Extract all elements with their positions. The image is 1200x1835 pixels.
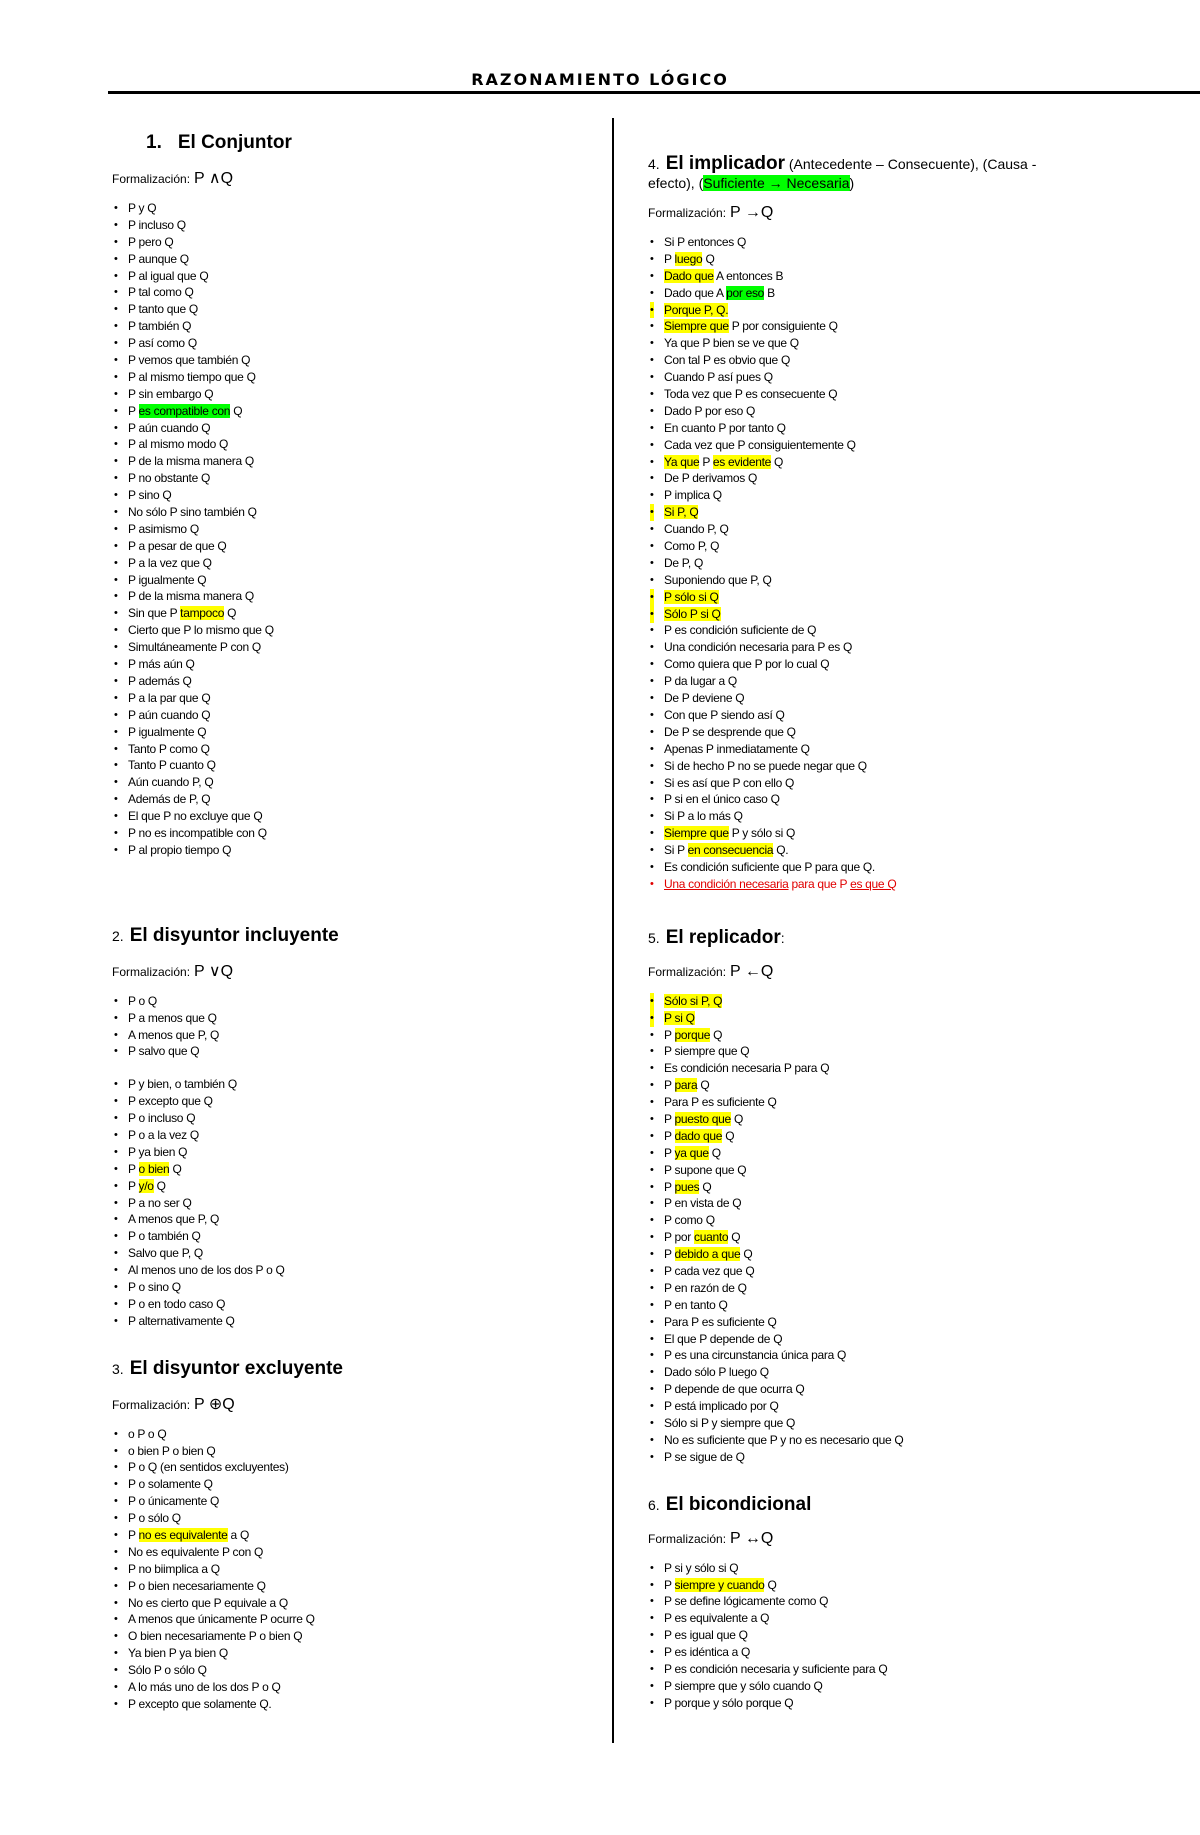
list-item: • P asimismo Q — [112, 521, 582, 538]
list-item: • Dado P por eso Q — [648, 403, 1118, 420]
highlighted-text: no es equivalente — [138, 1528, 228, 1542]
list-item: • P ya bien Q — [112, 1144, 582, 1161]
highlighted-text: Ya que — [664, 454, 700, 469]
list-item: • P además Q — [112, 673, 582, 690]
highlighted-text: es compatible con — [138, 403, 231, 418]
list-item — [648, 842, 1118, 859]
item-text: P — [128, 1161, 139, 1176]
highlighted-text: por eso — [726, 285, 765, 300]
list-item: • P excepto que Q — [112, 1093, 582, 1110]
list-item: • De P se desprende que Q — [648, 724, 1118, 741]
list-item: • P y bien, o también Q — [112, 1076, 582, 1093]
list-item: • P es igual que Q — [648, 1627, 1118, 1644]
list-item: • P o a la vez Q — [112, 1127, 582, 1144]
item-text: Q — [770, 454, 784, 469]
list-item: • O bien necesariamente P o bien Q — [112, 1628, 582, 1645]
list-item: • P a la par que Q — [112, 690, 582, 707]
list-item: • Al menos uno de los dos P o Q — [112, 1262, 582, 1279]
highlighted-text: debido a que — [674, 1247, 741, 1262]
item-text: Q — [702, 251, 715, 266]
list-item: • P vemos que también Q — [112, 352, 582, 369]
list-item — [648, 825, 1118, 842]
section-conjuntor — [112, 130, 582, 859]
list-item: • Además de P, Q — [112, 791, 582, 808]
list-item: • P es idéntica a Q — [648, 1644, 1118, 1661]
list-item: • P no obstante Q — [112, 470, 582, 487]
highlighted-text: para — [674, 1078, 698, 1093]
section-implicador — [648, 154, 1118, 893]
list-item: • Ya que P bien se ve que Q — [648, 335, 1118, 352]
section-heading: 2. El disyuntor incluyente — [112, 924, 339, 946]
title-rule — [108, 91, 1200, 94]
list-item: • Una condición necesaria para P es Q — [648, 639, 1118, 656]
list-item: • P al igual que Q — [112, 268, 582, 285]
item-text: Q — [740, 1247, 753, 1262]
highlighted-text: siempre y cuando — [674, 1577, 765, 1592]
list-item: • P o únicamente Q — [112, 1493, 582, 1510]
right-column — [648, 130, 1118, 1712]
formalization: Formalización: P ↔Q — [648, 1529, 774, 1547]
list-item: • Simultáneamente P con Q — [112, 639, 582, 656]
item-text: P por consiguiente Q — [728, 319, 838, 334]
disyuntor-incluyente-list-b — [112, 1076, 582, 1329]
page-title: RAZONAMIENTO LÓGICO — [471, 70, 729, 89]
item-text: P — [664, 1179, 675, 1194]
item-text: a Q — [227, 1528, 249, 1542]
list-item: • De P, Q — [648, 555, 1118, 572]
list-item: • P si y sólo si Q — [648, 1560, 1118, 1577]
list-item: • P sin embargo Q — [112, 386, 582, 403]
list-item: • P tanto que Q — [112, 301, 582, 318]
item-text: P y sólo si Q — [728, 826, 796, 841]
item-text: P — [699, 454, 713, 469]
list-item — [648, 876, 1118, 893]
list-item: • P aunque Q — [112, 251, 582, 268]
list-item — [648, 1077, 1118, 1094]
list-item: • P no biimplica a Q — [112, 1561, 582, 1578]
list-item: • P al propio tiempo Q — [112, 842, 582, 859]
item-text: P — [664, 1027, 675, 1042]
list-item: • P excepto que solamente Q. — [112, 1696, 582, 1713]
list-item: • De P deviene Q — [648, 690, 1118, 707]
highlighted-text: es evidente — [712, 454, 771, 469]
list-item: • P implica Q — [648, 487, 1118, 504]
highlighted-text: Sólo P si Q — [664, 606, 721, 621]
list-item: • Dado sólo P luego Q — [648, 1364, 1118, 1381]
list-item: • Es condición necesaria P para Q — [648, 1060, 1118, 1077]
highlighted-text: en consecuencia — [687, 843, 774, 858]
list-item: • P o en todo caso Q — [112, 1296, 582, 1313]
list-item: • P o también Q — [112, 1228, 582, 1245]
section-heading: 1. El Conjuntor — [146, 132, 292, 153]
list-item — [648, 251, 1118, 268]
replicador-list — [648, 993, 1118, 1466]
disyuntor-excluyente-list — [112, 1426, 582, 1713]
left-column — [112, 130, 582, 1713]
list-item: • El que P no excluye que Q — [112, 808, 582, 825]
list-item: • o bien P o bien Q — [112, 1443, 582, 1460]
list-item: • P es condición suficiente de Q — [648, 622, 1118, 639]
list-item: • Con que P siendo así Q — [648, 707, 1118, 724]
list-item: • P también Q — [112, 318, 582, 335]
highlighted-text: Sólo si P, Q — [664, 993, 723, 1008]
highlighted-text: puesto que — [674, 1111, 731, 1126]
list-item: • P así como Q — [112, 335, 582, 352]
list-item — [648, 454, 1118, 471]
highlighted-text: Dado que — [664, 268, 714, 283]
list-item: • P o solamente Q — [112, 1476, 582, 1493]
list-item: • P depende de que ocurra Q — [648, 1381, 1118, 1398]
section-replicador — [648, 925, 1118, 1466]
list-item: • P al mismo modo Q — [112, 436, 582, 453]
list-item — [112, 1161, 582, 1178]
item-text: P — [664, 251, 675, 266]
list-item: • Aún cuando P, Q — [112, 774, 582, 791]
list-item: • P está implicado por Q — [648, 1398, 1118, 1415]
list-item: • P aún cuando Q — [112, 707, 582, 724]
formalization: Formalización: P ⊕Q — [112, 1395, 235, 1413]
formalization: Formalización: P ∨Q — [112, 962, 234, 980]
formalization: Formalización: P →Q — [648, 204, 774, 221]
list-item: • Suponiendo que P, Q — [648, 572, 1118, 589]
list-item: • P aún cuando Q — [112, 420, 582, 437]
list-item: • Es condición suficiente que P para que Q. — [648, 859, 1118, 876]
highlighted-text: y/o — [138, 1178, 154, 1193]
item-text: Q — [728, 1230, 741, 1245]
list-item: • P pero Q — [112, 234, 582, 251]
list-item: • No es equivalente P con Q — [112, 1544, 582, 1561]
list-item — [648, 285, 1118, 302]
highlighted-text: P sólo si Q — [664, 589, 719, 604]
list-item: • P si en el único caso Q — [648, 791, 1118, 808]
highlighted-text: dado que — [674, 1128, 723, 1143]
list-item — [648, 1229, 1118, 1246]
item-text: P — [664, 1078, 675, 1093]
list-item: • P porque y sólo porque Q — [648, 1695, 1118, 1712]
list-item: • P o Q — [112, 993, 582, 1010]
list-item: • P al mismo tiempo que Q — [112, 369, 582, 386]
list-item: • A menos que P, Q — [112, 1211, 582, 1228]
list-item — [648, 1246, 1118, 1263]
section-disyuntor-excluyente — [112, 1356, 582, 1713]
item-text: Q — [224, 606, 237, 621]
item-text: P por — [664, 1230, 694, 1245]
list-item: • P a pesar de que Q — [112, 538, 582, 555]
list-item: • P o sólo Q — [112, 1510, 582, 1527]
highlighted-text: o bien — [138, 1161, 170, 1176]
list-item: • Sólo si P y siempre que Q — [648, 1415, 1118, 1432]
list-item: • P como Q — [648, 1212, 1118, 1229]
list-item: • Si P entonces Q — [648, 234, 1118, 251]
list-item: • Toda vez que P es consecuente Q — [648, 386, 1118, 403]
list-item: • P en vista de Q — [648, 1195, 1118, 1212]
item-text: Q — [730, 1111, 743, 1126]
highlighted-text: Si P, Q — [664, 505, 699, 520]
list-item: • P en tanto Q — [648, 1297, 1118, 1314]
list-item: • P cada vez que Q — [648, 1263, 1118, 1280]
highlighted-text: pues — [674, 1179, 700, 1194]
list-item: • En cuanto P por tanto Q — [648, 420, 1118, 437]
list-item: • P se define lógicamente como Q — [648, 1593, 1118, 1610]
highlighted-text: es que Q — [850, 876, 897, 891]
list-item — [648, 302, 1118, 319]
highlighted-text: Una condición necesaria — [664, 876, 789, 891]
column-divider — [612, 118, 614, 1743]
list-item — [648, 268, 1118, 285]
list-item: • P es una circunstancia única para Q — [648, 1347, 1118, 1364]
list-item — [112, 1527, 582, 1544]
list-item: • Sólo P o sólo Q — [112, 1662, 582, 1679]
item-text: Q — [169, 1161, 182, 1176]
list-item — [648, 1577, 1118, 1594]
list-item: • P es condición necesaria y suficiente para Q — [648, 1661, 1118, 1678]
list-item: • Cierto que P lo mismo que Q — [112, 622, 582, 639]
list-item — [112, 1178, 582, 1195]
item-text: Si P — [664, 843, 688, 858]
list-item — [112, 605, 582, 622]
list-item: • P no es incompatible con Q — [112, 825, 582, 842]
list-item: • De P derivamos Q — [648, 470, 1118, 487]
list-item: • A menos que únicamente P ocurre Q — [112, 1611, 582, 1628]
item-text: P — [128, 1178, 139, 1193]
disyuntor-incluyente-list-a — [112, 993, 582, 1061]
item-text: Q — [710, 1027, 723, 1042]
list-item: • Si es así que P con ello Q — [648, 775, 1118, 792]
list-item: • P sino Q — [112, 487, 582, 504]
list-item: • No sólo P sino también Q — [112, 504, 582, 521]
list-item: • P en razón de Q — [648, 1280, 1118, 1297]
list-item: • P siempre que Q — [648, 1043, 1118, 1060]
list-item — [648, 1010, 1118, 1027]
section-bicondicional — [648, 1492, 1118, 1712]
list-item: • P alternativamente Q — [112, 1313, 582, 1330]
list-item: • P a no ser Q — [112, 1195, 582, 1212]
list-item — [648, 993, 1118, 1010]
list-item: • P igualmente Q — [112, 724, 582, 741]
list-item: • P o sino Q — [112, 1279, 582, 1296]
list-item: • P tal como Q — [112, 284, 582, 301]
section-subheading: efecto), (Suficiente → Necesaria) — [648, 175, 855, 191]
list-item: • Tanto P como Q — [112, 741, 582, 758]
list-item: • o P o Q — [112, 1426, 582, 1443]
list-item: • P igualmente Q — [112, 572, 582, 589]
item-text: Dado que A — [664, 285, 727, 300]
list-item: • Apenas P inmediatamente Q — [648, 741, 1118, 758]
list-item: • P de la misma manera Q — [112, 588, 582, 605]
item-text: Q — [230, 403, 243, 418]
list-item — [648, 1145, 1118, 1162]
list-item: • P es equivalente a Q — [648, 1610, 1118, 1627]
list-item: • El que P depende de Q — [648, 1331, 1118, 1348]
highlighted-text: Porque P, Q. — [664, 302, 729, 317]
formalization: Formalización: P ∧Q — [112, 170, 234, 187]
formalization: Formalización: P ←Q — [648, 962, 774, 980]
list-item: • Para P es suficiente Q — [648, 1094, 1118, 1111]
list-item: • P supone que Q — [648, 1162, 1118, 1179]
list-item: • Si de hecho P no se puede negar que Q — [648, 758, 1118, 775]
list-item: • Ya bien P ya bien Q — [112, 1645, 582, 1662]
item-text: P — [128, 1528, 139, 1542]
list-item: • P a la vez que Q — [112, 555, 582, 572]
highlighted-text: ya que — [674, 1145, 709, 1160]
section-heading: 3. El disyuntor excluyente — [112, 1357, 343, 1379]
item-text: B — [764, 285, 775, 300]
list-item — [112, 403, 582, 420]
list-item — [648, 606, 1118, 623]
list-item: • P salvo que Q — [112, 1043, 582, 1060]
section-disyuntor-incluyente — [112, 923, 582, 1330]
list-item: • P incluso Q — [112, 217, 582, 234]
item-text: P — [664, 1577, 675, 1592]
highlighted-text: luego — [674, 251, 703, 266]
list-item: • P siempre que y sólo cuando Q — [648, 1678, 1118, 1695]
item-text: para que P — [788, 876, 851, 891]
list-item: • P o bien necesariamente Q — [112, 1578, 582, 1595]
list-item: • Si P a lo más Q — [648, 808, 1118, 825]
list-item — [648, 1128, 1118, 1145]
list-item: • Salvo que P, Q — [112, 1245, 582, 1262]
list-item: • No es cierto que P equivale a Q — [112, 1595, 582, 1612]
list-item: • Como P, Q — [648, 538, 1118, 555]
list-item: • Tanto P cuanto Q — [112, 757, 582, 774]
list-item — [648, 589, 1118, 606]
item-text: Q — [697, 1078, 710, 1093]
section-heading: 4. El implicador (Antecedente – Consecuente), (Causa - — [648, 153, 1037, 174]
list-item: • P o Q (en sentidos excluyentes) — [112, 1459, 582, 1476]
implicador-list — [648, 234, 1118, 893]
list-item: • Cuando P así pues Q — [648, 369, 1118, 386]
list-item: • P da lugar a Q — [648, 673, 1118, 690]
section-heading: 5. El replicador: — [648, 926, 785, 948]
item-text: P — [664, 1128, 675, 1143]
item-text: Q. — [773, 843, 789, 858]
item-text: P — [664, 1247, 675, 1262]
list-item — [648, 504, 1118, 521]
conjuntor-list — [112, 200, 582, 859]
list-item: • A lo más uno de los dos P o Q — [112, 1679, 582, 1696]
list-item: • P se sigue de Q — [648, 1449, 1118, 1466]
list-item: • P y Q — [112, 200, 582, 217]
list-item: • No es suficiente que P y no es necesario que Q — [648, 1432, 1118, 1449]
highlighted-text: porque — [674, 1027, 711, 1042]
highlighted-text: Siempre que — [664, 319, 729, 334]
item-text: P — [664, 1145, 675, 1160]
item-text: P — [664, 1111, 675, 1126]
list-item — [648, 1179, 1118, 1196]
bicondicional-list — [648, 1560, 1118, 1712]
list-item — [648, 318, 1118, 335]
list-item: • P o incluso Q — [112, 1110, 582, 1127]
item-text: Q — [722, 1128, 735, 1143]
item-text: Q — [708, 1145, 721, 1160]
list-item: • Con tal P es obvio que Q — [648, 352, 1118, 369]
highlighted-text: cuanto — [694, 1230, 729, 1245]
item-text: Sin que P — [128, 606, 181, 621]
list-item: • Cuando P, Q — [648, 521, 1118, 538]
item-text: Q — [764, 1577, 777, 1592]
list-item: • P a menos que Q — [112, 1010, 582, 1027]
list-item — [648, 1027, 1118, 1044]
list-item: • P de la misma manera Q — [112, 453, 582, 470]
list-item: • A menos que P, Q — [112, 1027, 582, 1044]
item-text: A entonces B — [713, 268, 784, 283]
highlighted-text: P si Q — [664, 1010, 695, 1025]
list-item: • P más aún Q — [112, 656, 582, 673]
item-text: P — [128, 403, 139, 418]
list-item: • Cada vez que P consiguientemente Q — [648, 437, 1118, 454]
list-item: • Para P es suficiente Q — [648, 1314, 1118, 1331]
highlighted-text: tampoco — [180, 606, 225, 621]
highlighted-text: Siempre que — [664, 826, 729, 841]
item-text: Q — [699, 1179, 712, 1194]
section-heading: 6. El bicondicional — [648, 1493, 812, 1515]
item-text: Q — [153, 1178, 166, 1193]
list-item: • Como quiera que P por lo cual Q — [648, 656, 1118, 673]
list-item — [648, 1111, 1118, 1128]
